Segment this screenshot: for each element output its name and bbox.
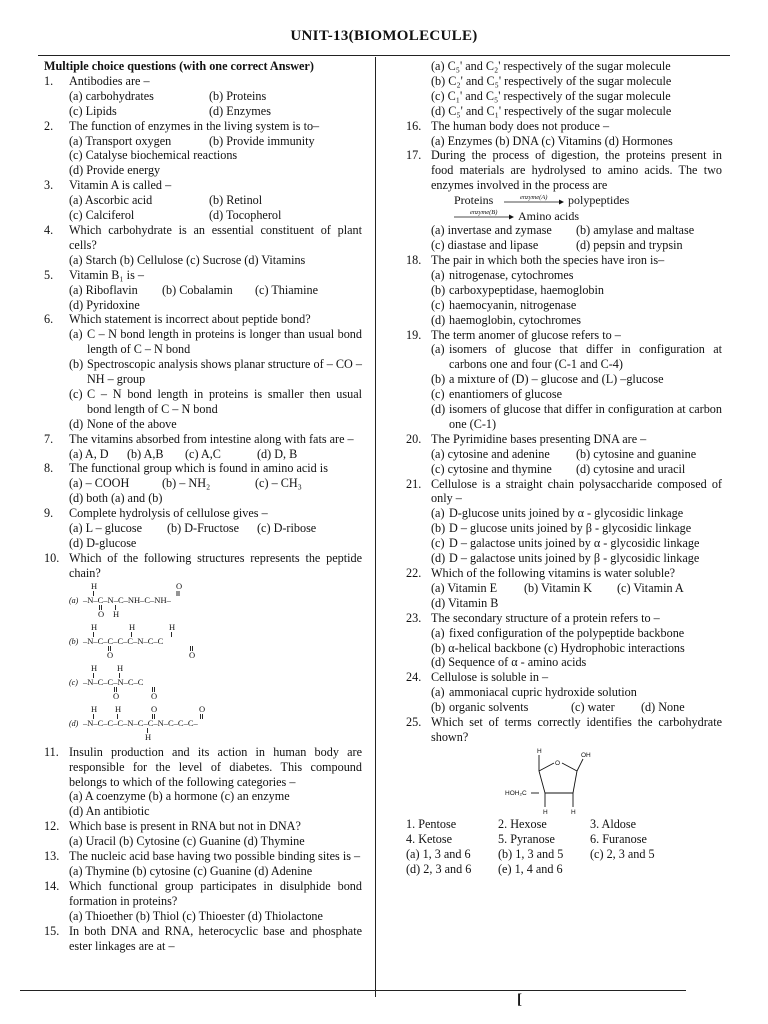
option-a: ammoniacal cupric hydroxide solution [449, 685, 637, 700]
question-23 [406, 611, 722, 671]
option-label: (c) [431, 387, 445, 402]
svg-text:O: O [151, 690, 158, 701]
option-b: (b) 1, 3 and 5 [498, 846, 564, 861]
option-d: None of the above [87, 416, 177, 431]
question-text: The pair in which both the species have iron is– [431, 252, 665, 267]
question-text: During the process of digestion, the proteins present in food materials are hydrolysed to amino acids. The two enzymes involved in the process are [431, 148, 722, 193]
option-d: (d) Enzymes [209, 103, 271, 118]
question-number: 13. [44, 849, 60, 864]
question-text: Which base is present in RNA but not in DNA? [69, 819, 301, 834]
option-b: organic solvents [449, 700, 529, 715]
atom-label: HOH₂C [505, 789, 527, 797]
option-label: (c) [69, 386, 83, 401]
options-line: (a) A coenzyme (b) a hormone (c) an enzyme [69, 789, 290, 804]
reaction-product: Amino acids [518, 209, 579, 224]
question-11 [44, 745, 362, 820]
question-15-options [406, 59, 722, 119]
question-number: 23. [406, 610, 422, 625]
left-column [44, 59, 362, 953]
question-16 [406, 119, 722, 149]
option-c: enantiomers of glucose [449, 387, 563, 402]
question-24 [406, 670, 722, 715]
svg-text:O: O [151, 703, 158, 714]
option-c: (c) diastase and lipase [431, 238, 539, 253]
option-label: (d) [431, 551, 446, 566]
svg-text:–N–C–C–N–C–C: –N–C–C–N–C–C [83, 676, 144, 687]
option-a: (a) C₅' and C₂' respectively of the sugar molecule [431, 59, 671, 73]
option-label: (b) [431, 700, 446, 715]
question-text: The function of enzymes in the living system is to– [69, 118, 320, 133]
option-c: (c) 2, 3 and 5 [590, 846, 655, 861]
option-d: (d) cytosine and uracil [576, 461, 686, 476]
reaction-start: Proteins [454, 193, 494, 208]
option-c: (c) cytosine and thymine [431, 461, 552, 476]
option-b: Spectroscopic analysis shows planar structure of – CO – NH – group [87, 357, 362, 387]
option-a: nitrogenase, cytochromes [449, 267, 574, 282]
option-b: (b) D-Fructose [167, 521, 240, 536]
question-text: Which carbohydrate is an essential constituent of plant cells? [69, 222, 362, 252]
svg-text:H: H [113, 608, 120, 619]
options-line: (a) Thymine (b) cytosine (c) Guanine (d) Adenine [69, 863, 313, 878]
option-a: (a) carbohydrates [69, 88, 154, 103]
question-25 [406, 715, 722, 876]
question-8 [44, 461, 362, 506]
question-text: Which functional group participates in disulphide bond formation in proteins? [69, 878, 362, 908]
option-c: (c) D-ribose [257, 521, 317, 536]
question-text: The secondary structure of a protein refers to – [431, 610, 660, 625]
option-d: (d) D-glucose [69, 536, 137, 550]
question-9 [44, 506, 362, 551]
option-c: (c) Calciferol [69, 208, 135, 223]
option-label: (b) [69, 357, 84, 372]
structure-b [69, 622, 362, 663]
question-2 [44, 119, 362, 179]
option-a: D-glucose units joined by α - glycosidic linkage [449, 506, 684, 521]
option-a: (a) 1, 3 and 6 [406, 846, 471, 861]
question-text: Which statement is incorrect about peptide bond? [69, 312, 311, 327]
option-c: (c) C₁' and C₅' respectively of the sugar molecule [431, 88, 671, 103]
option-label: (a) [431, 685, 445, 700]
option-label: (a) [431, 342, 445, 357]
question-14 [44, 879, 362, 924]
question-number: 14. [44, 878, 60, 893]
structure-c [69, 663, 362, 704]
option-a: (a) Vitamin E [431, 580, 498, 595]
furanose-structure [491, 745, 722, 817]
question-text: The human body does not produce – [431, 118, 610, 133]
option-e: (e) 1, 4 and 6 [498, 861, 563, 876]
question-number: 4. [44, 222, 54, 237]
svg-text:H: H [91, 662, 98, 673]
option-d: (d) 2, 3 and 6 [406, 861, 472, 876]
question-number: 24. [406, 670, 422, 685]
option-a: (a) – COOH [69, 476, 130, 491]
svg-text:H: H [169, 621, 176, 632]
option-c: C – N bond length in proteins is smaller then usual bond length of C – N bond [87, 386, 362, 416]
question-number: 5. [44, 267, 54, 282]
option-b: (b) Retinol [209, 193, 263, 208]
svg-text:O: O [189, 649, 196, 660]
option-label: (b) [69, 636, 79, 646]
question-4 [44, 223, 362, 268]
option-d: D – galactose units joined by β - glycosidic linkage [449, 551, 700, 566]
question-15 [44, 924, 362, 954]
question-text: The term anomer of glucose refers to – [431, 327, 621, 342]
svg-text:H: H [91, 621, 98, 632]
question-21 [406, 477, 722, 566]
question-text: Complete hydrolysis of cellulose gives – [69, 506, 268, 521]
svg-text:–N–C–C–C–C–N–C–C: –N–C–C–C–C–N–C–C [83, 635, 164, 646]
question-text: In both DNA and RNA, heterocyclic base and phosphate ester linkages are at – [69, 923, 362, 953]
option-label: (a) [69, 327, 83, 342]
option-b: (b) Vitamin K [524, 580, 593, 595]
option-label: (b) [431, 521, 446, 536]
question-text: Cellulose is soluble in – [431, 670, 549, 685]
enzyme-b-label: enzyme(B) [470, 209, 498, 217]
question-number: 6. [44, 312, 54, 327]
option-d: (d) both (a) and (b) [69, 491, 163, 506]
option-a: (a) cytosine and adenine [431, 446, 550, 461]
question-3 [44, 178, 362, 223]
option-c: (c) water [571, 700, 615, 715]
question-number: 8. [44, 461, 54, 476]
option-b: (b) Proteins [209, 88, 267, 103]
option-label: (d) [431, 312, 446, 327]
question-13 [44, 849, 362, 879]
question-12 [44, 819, 362, 849]
option-d: (d) pepsin and trypsin [576, 238, 683, 253]
question-number: 9. [44, 506, 54, 521]
question-number: 18. [406, 252, 422, 267]
svg-text:–N–C–N–C–NH–C–NH–: –N–C–N–C–NH–C–NH– [83, 594, 171, 605]
term-1: 1. Pentose [406, 816, 457, 831]
option-b: (b) Provide immunity [209, 133, 315, 148]
question-6 [44, 312, 362, 431]
question-20 [406, 432, 722, 477]
enzyme-a-label: enzyme(A) [520, 194, 548, 202]
option-c: (c) Vitamin A [617, 580, 684, 595]
option-label: (b) [431, 372, 446, 387]
option-a: (a) Riboflavin [69, 282, 138, 297]
svg-text:O: O [199, 703, 206, 714]
option-b: (b) – NH₂ [162, 476, 211, 491]
option-a: (a) Ascorbic acid [69, 193, 153, 208]
option-d: (d) Pyridoxine [69, 297, 140, 312]
question-18 [406, 253, 722, 328]
question-1 [44, 74, 362, 119]
option-d: (d) C₅' and C₁' respectively of the sugar molecule [431, 103, 672, 118]
svg-text:–N–C–C–C–N–C–C–N–C–C–C–: –N–C–C–C–N–C–C–N–C–C–C– [83, 717, 198, 728]
question-10 [44, 551, 362, 745]
term-2: 2. Hexose [498, 816, 547, 831]
question-text: Which set of terms correctly identifies the carbohydrate shown? [431, 715, 722, 744]
options-line: (a) Enzymes (b) DNA (c) Vitamins (d) Hormones [431, 133, 673, 148]
reaction-scheme [434, 193, 722, 223]
question-number: 20. [406, 431, 422, 446]
question-17 [406, 148, 722, 253]
option-c: (c) – CH₃ [255, 476, 302, 491]
term-5: 5. Pyranose [498, 831, 555, 846]
svg-text:O: O [98, 608, 105, 619]
option-label: (c) [431, 536, 445, 551]
option-a: (a) invertase and zymase [431, 223, 552, 238]
question-19 [406, 328, 722, 432]
options-line: (a) Uracil (b) Cytosine (c) Guanine (d) Thymine [69, 834, 305, 849]
question-text: Vitamin A is called – [69, 178, 172, 193]
option-a: isomers of glucose that differ in configuration at carbons one and four (C-1 and C-4) [449, 342, 722, 372]
question-text: The Pyrimidine bases presenting DNA are – [431, 431, 647, 446]
option-b: carboxypeptidase, haemoglobin [449, 282, 605, 297]
svg-text:H: H [117, 662, 124, 673]
option-d: (d) Tocopherol [209, 208, 282, 223]
option-label: (d) [69, 718, 79, 728]
question-number: 15. [44, 923, 60, 938]
question-22 [406, 566, 722, 611]
structure-a [69, 581, 362, 622]
structure-d [69, 704, 362, 745]
question-text: Cellulose is a straight chain polysaccharide composed of only – [431, 476, 722, 506]
question-number: 2. [44, 118, 54, 133]
option-label: (d) [431, 402, 446, 417]
question-text: The functional group which is found in amino acid is [69, 461, 328, 476]
option-d: (d) An antibiotic [69, 804, 150, 819]
option-a: (a) Transport oxygen [69, 133, 172, 148]
option-b: (b) cytosine and guanine [576, 446, 697, 461]
option-b: a mixture of (D) – glucose and (L) –glucose [449, 372, 664, 387]
question-number: 21. [406, 476, 422, 491]
option-b: D – glucose units joined by β - glycosidic linkage [449, 521, 692, 536]
svg-text:H: H [91, 703, 98, 714]
option-b: (b) Cobalamin [162, 282, 233, 297]
term-4: 4. Ketose [406, 831, 453, 846]
svg-text:O: O [176, 580, 183, 591]
question-text: Antibodies are – [69, 73, 150, 88]
term-6: 6. Furanose [590, 831, 647, 846]
atom-label: H [571, 808, 576, 816]
question-number: 1. [44, 73, 54, 88]
option-b: (b) A,B [127, 446, 164, 461]
svg-text:O: O [113, 690, 120, 701]
atom-label: OH [581, 751, 591, 759]
option-label: (d) [69, 416, 84, 431]
question-number: 19. [406, 327, 422, 342]
ring-oxygen-label: O [555, 759, 561, 767]
options-line: (a) Starch (b) Cellulose (c) Sucrose (d) Vitamins [69, 252, 306, 267]
title-rule [38, 55, 730, 56]
option-d: (d) Provide energy [69, 163, 161, 178]
svg-text:H: H [145, 731, 152, 742]
option-label: (a) [431, 625, 445, 640]
option-a: fixed configuration of the polypeptide backbone [449, 625, 685, 640]
question-number: 10. [44, 550, 60, 565]
option-c: haemocyanin, nitrogenase [449, 297, 577, 312]
footer-rule [20, 990, 686, 991]
option-c: (c) Thiamine [255, 282, 319, 297]
option-b-c: (b) α-helical backbone (c) Hydrophobic interactions [431, 640, 685, 655]
svg-text:O: O [107, 649, 114, 660]
question-text: Which of the following structures represents the peptide chain? [69, 550, 362, 580]
option-a: (a) L – glucose [69, 521, 142, 536]
svg-text:H: H [115, 703, 122, 714]
option-d: haemoglobin, cytochromes [449, 312, 581, 327]
question-text: Vitamin B₁ is – [69, 267, 144, 282]
option-b: (b) amylase and maltase [576, 223, 695, 238]
question-text: The nucleic acid base having two possible binding sites is – [69, 849, 361, 864]
option-d: (d) Sequence of α - amino acids [431, 655, 587, 670]
question-number: 16. [406, 118, 422, 133]
option-label: (a) [69, 595, 79, 605]
term-3: 3. Aldose [590, 816, 637, 831]
question-number: 17. [406, 148, 422, 163]
option-c: (c) A,C [185, 446, 221, 461]
question-number: 7. [44, 431, 54, 446]
question-text: The vitamins absorbed from intestine along with fats are – [69, 431, 354, 446]
question-5 [44, 268, 362, 313]
atom-label: H [543, 808, 548, 816]
atom-label: H [537, 747, 542, 755]
question-number: 3. [44, 178, 54, 193]
option-label: (c) [431, 297, 445, 312]
svg-text:H: H [91, 580, 98, 591]
question-7 [44, 432, 362, 462]
question-text: Which of the following vitamins is water soluble? [431, 566, 676, 580]
option-c: (c) Lipids [69, 103, 117, 118]
column-divider [375, 57, 376, 997]
page-mark: [ [517, 992, 522, 1008]
option-label: (c) [69, 677, 78, 687]
option-d: isomers of glucose that differ in configuration at carbon one (C-1) [449, 402, 722, 431]
svg-text:H: H [129, 621, 136, 632]
option-c: D – galactose units joined by α - glycosidic linkage [449, 536, 700, 551]
option-b: (b) C₂' and C₅' respectively of the sugar molecule [431, 73, 672, 88]
section-heading: Multiple choice questions (with one correct Answer) [44, 59, 314, 73]
question-number: 11. [44, 744, 59, 759]
question-number: 12. [44, 819, 60, 834]
option-label: (a) [431, 267, 445, 282]
right-column [406, 59, 722, 877]
option-d: (d) None [641, 700, 685, 715]
option-a: (a) A, D [69, 446, 109, 461]
option-d: (d) D, B [257, 446, 298, 461]
options-line: (a) Thioether (b) Thiol (c) Thioester (d) Thiolactone [69, 908, 323, 923]
reaction-intermediate: polypeptides [568, 193, 630, 208]
option-c: (c) Catalyse biochemical reactions [69, 148, 238, 163]
option-d: (d) Vitamin B [431, 595, 499, 610]
option-label: (a) [431, 506, 445, 521]
question-number: 22. [406, 566, 422, 580]
option-label: (b) [431, 282, 446, 297]
page-title: UNIT-13(BIOMOLECULE) [290, 28, 478, 44]
question-number: 25. [406, 715, 422, 730]
question-text: Insulin production and its action in human body are responsible for the level of diabetes. This compound belongs to which of the following categories – [69, 744, 362, 789]
option-a: C – N bond length in proteins is longer than usual bond length of C – N bond [87, 327, 362, 357]
